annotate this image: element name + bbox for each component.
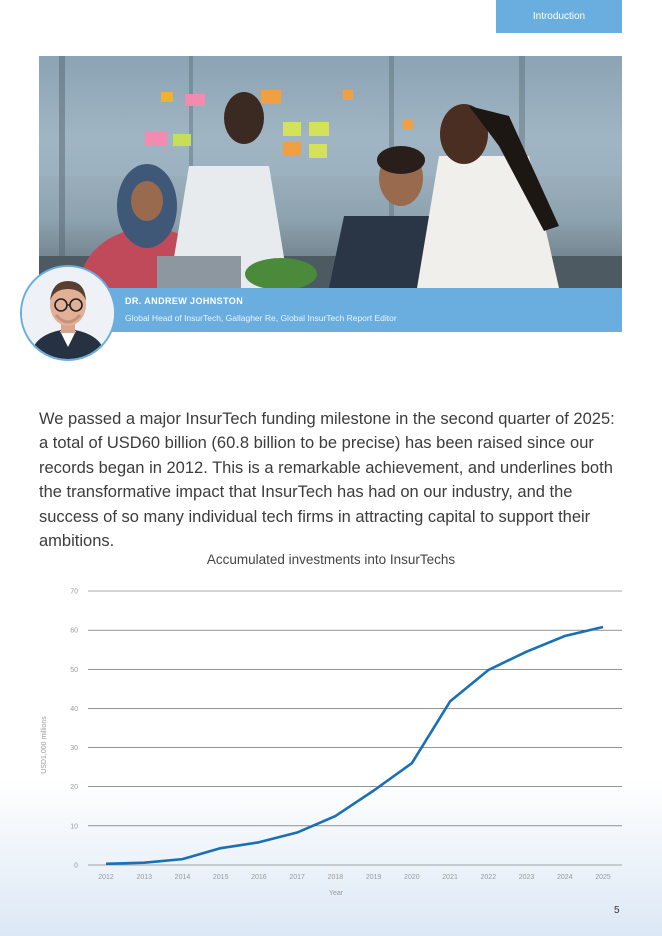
series-points [106, 627, 603, 864]
y-tick-label: 40 [70, 705, 78, 713]
y-tick-label: 0 [74, 862, 78, 870]
x-tick-label: 2013 [136, 874, 153, 881]
x-tick-label: 2019 [365, 874, 382, 881]
y-tick-label: 70 [70, 588, 78, 596]
x-tick-label: 2016 [251, 874, 267, 881]
x-axis-ticks [98, 874, 611, 881]
line-chart [0, 580, 662, 900]
page-number: 5 [614, 905, 620, 916]
x-tick-label: 2012 [98, 874, 114, 881]
y-axis-label: USD1,000 millions [41, 716, 48, 774]
x-tick-label: 2015 [212, 874, 229, 881]
x-tick-label: 2021 [442, 874, 458, 881]
x-axis-label: Year [328, 890, 344, 897]
intro-paragraph: We passed a major InsurTech funding milestone in the second quarter of 2025: a total of USD60 billion (60.8 billion to be precise) has been raised since our records began in 2012. This is a remarkable achievement, and underlines both the transformative impact that InsurTech has had on our industry, and the success of so many individual tech firms in attracting capital to support their ambitions. [39, 409, 615, 550]
x-tick-label: 2022 [480, 874, 497, 881]
x-tick-label: 2018 [327, 874, 344, 881]
y-tick-label: 60 [70, 627, 78, 635]
y-tick-label: 50 [70, 666, 78, 674]
x-tick-label: 2017 [289, 874, 305, 881]
x-tick-label: 2023 [518, 874, 535, 881]
y-tick-label: 20 [70, 784, 78, 792]
profile-name: DR. ANDREW JOHNSTON [125, 296, 244, 306]
y-tick-label: 10 [70, 823, 78, 831]
x-tick-label: 2020 [404, 874, 420, 881]
x-tick-label: 2025 [595, 874, 611, 881]
profile-caption [39, 288, 622, 332]
avatar [20, 265, 116, 361]
chart-grid [88, 591, 622, 865]
profile-role: Global Head of InsurTech, Gallagher Re, Global InsurTech Report Editor [125, 313, 397, 323]
y-tick-label: 30 [70, 745, 78, 753]
y-axis-ticks [70, 589, 78, 870]
hero-photo [39, 56, 622, 288]
series-line [106, 627, 603, 864]
section-tab[interactable]: Introduction [496, 0, 622, 33]
x-tick-label: 2014 [174, 874, 191, 881]
x-tick-label: 2024 [556, 874, 573, 881]
chart-title: Accumulated investments into InsurTechs [206, 552, 456, 567]
